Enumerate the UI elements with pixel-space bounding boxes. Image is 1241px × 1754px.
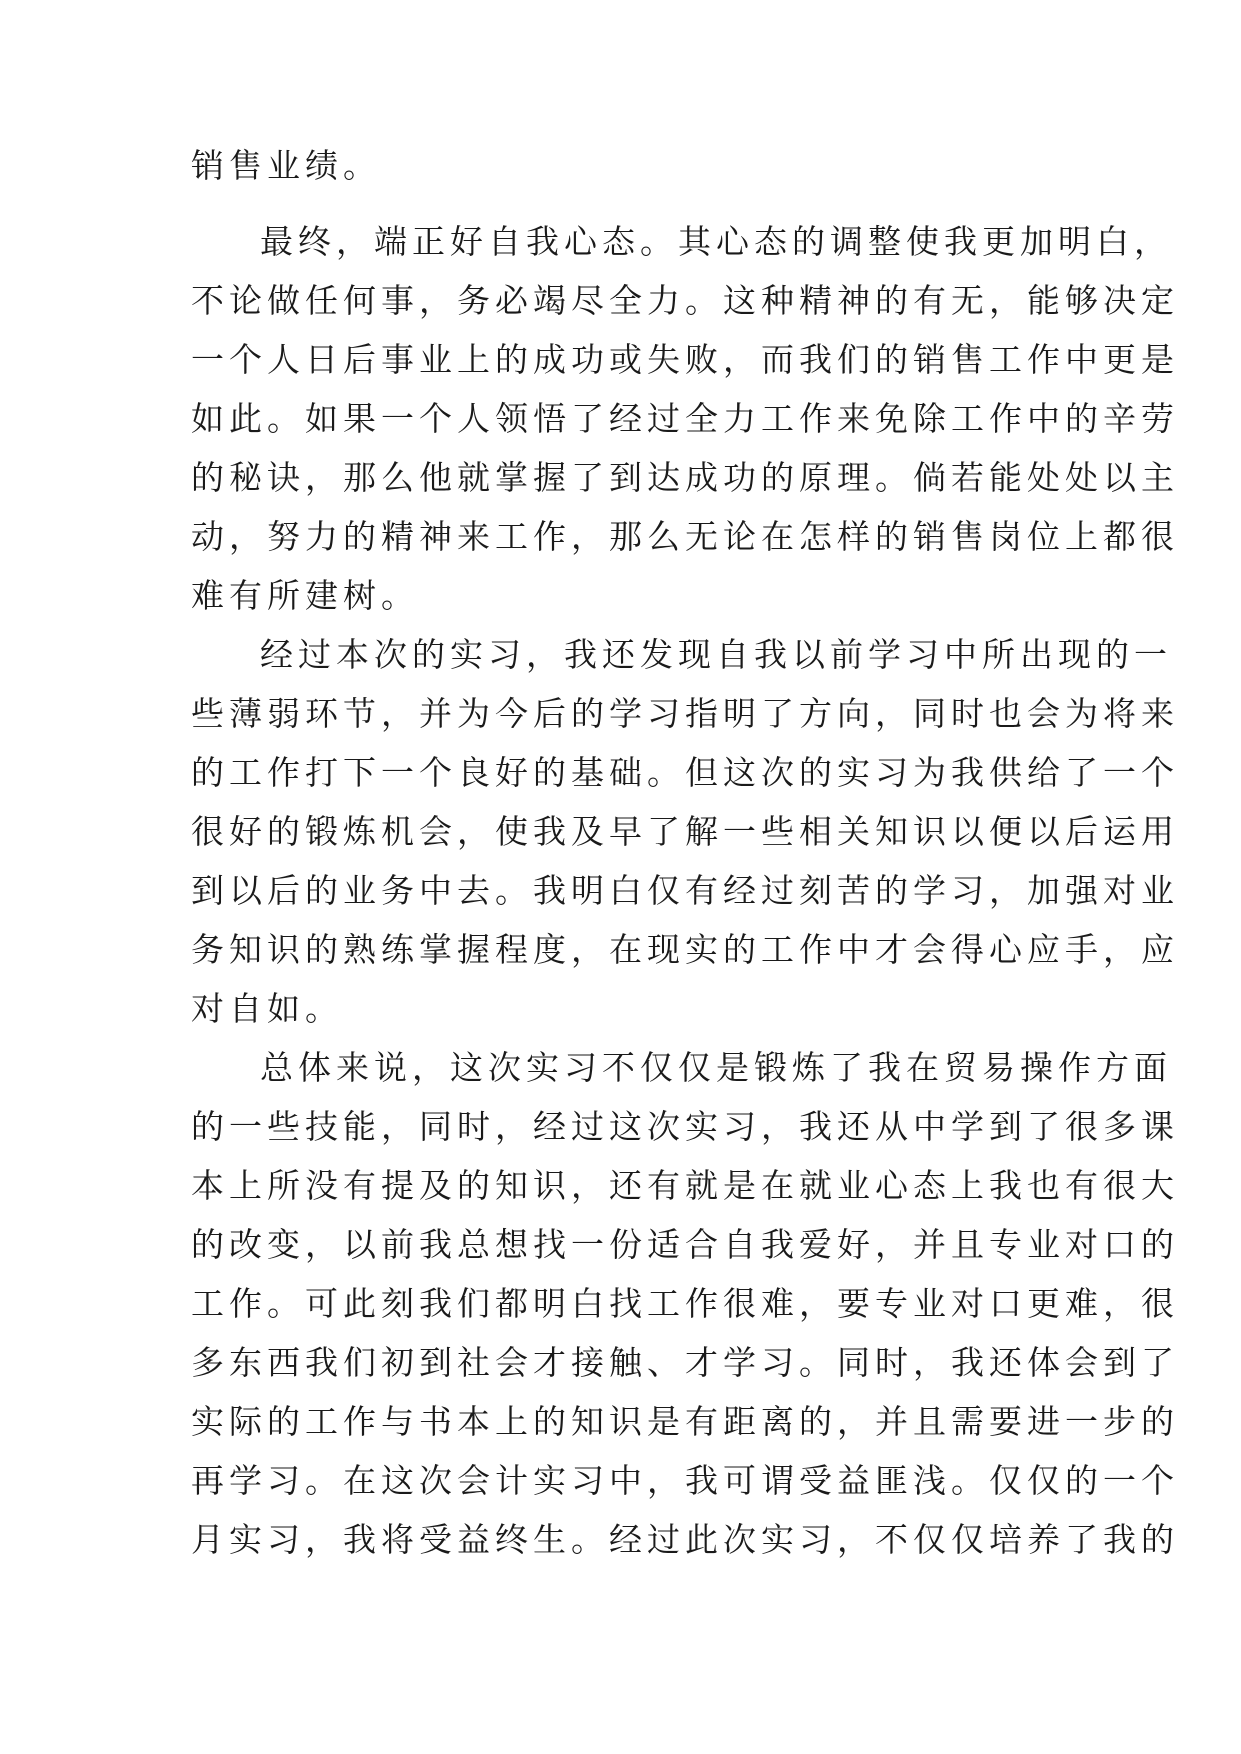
text-line: 的一些技能，同时，经过这次实习，我还从中学到了很多课 [191, 1107, 1179, 1146]
text-line: 对自如。 [191, 989, 343, 1028]
text-line: 销售业绩。 [191, 146, 381, 185]
text-line: 不论做任何事，务必竭尽全力。这种精神的有无，能够决定 [191, 281, 1179, 320]
text-line: 务知识的熟练掌握程度，在现实的工作中才会得心应手，应 [191, 930, 1179, 969]
text-line: 如此。如果一个人领悟了经过全力工作来免除工作中的辛劳 [191, 399, 1179, 438]
text-line: 工作。可此刻我们都明白找工作很难，要专业对口更难，很 [191, 1284, 1179, 1323]
text-line: 的改变，以前我总想找一份适合自我爱好，并且专业对口的 [191, 1225, 1179, 1264]
text-line: 再学习。在这次会计实习中，我可谓受益匪浅。仅仅的一个 [191, 1461, 1179, 1500]
text-line: 总体来说，这次实习不仅仅是锻炼了我在贸易操作方面 [260, 1048, 1172, 1087]
text-line: 最终，端正好自我心态。其心态的调整使我更加明白， [260, 222, 1172, 261]
text-line: 本上所没有提及的知识，还有就是在就业心态上我也有很大 [191, 1166, 1179, 1205]
text-line: 一个人日后事业上的成功或失败，而我们的销售工作中更是 [191, 340, 1179, 379]
text-line: 动，努力的精神来工作，那么无论在怎样的销售岗位上都很 [191, 517, 1179, 556]
text-line: 的工作打下一个良好的基础。但这次的实习为我供给了一个 [191, 753, 1179, 792]
text-line: 难有所建树。 [191, 576, 419, 615]
text-line: 很好的锻炼机会，使我及早了解一些相关知识以便以后运用 [191, 812, 1179, 851]
text-line: 的秘诀，那么他就掌握了到达成功的原理。倘若能处处以主 [191, 458, 1179, 497]
text-line: 实际的工作与书本上的知识是有距离的，并且需要进一步的 [191, 1402, 1179, 1441]
text-line: 些薄弱环节，并为今后的学习指明了方向，同时也会为将来 [191, 694, 1179, 733]
text-line: 多东西我们初到社会才接触、才学习。同时，我还体会到了 [191, 1343, 1179, 1382]
text-line: 到以后的业务中去。我明白仅有经过刻苦的学习，加强对业 [191, 871, 1179, 910]
text-line: 月实习，我将受益终生。经过此次实习，不仅仅培养了我的 [191, 1520, 1179, 1559]
text-line: 经过本次的实习，我还发现自我以前学习中所出现的一 [260, 635, 1172, 674]
